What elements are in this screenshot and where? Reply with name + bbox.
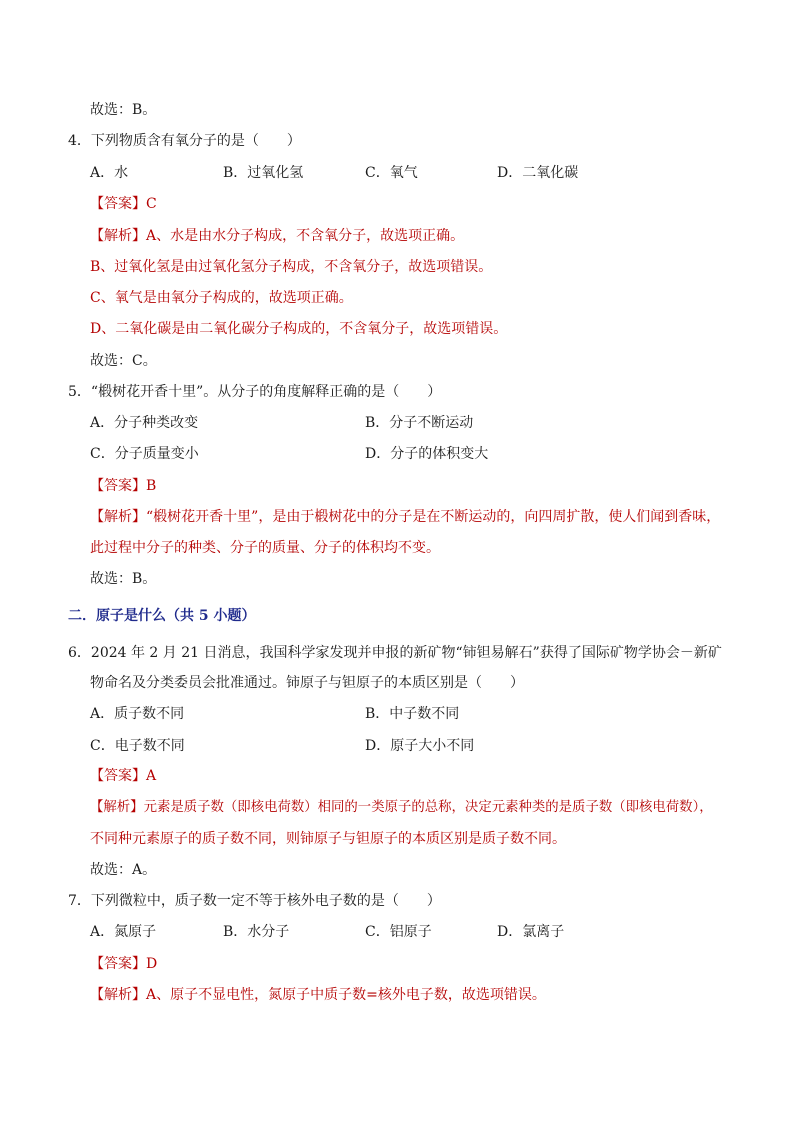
analysis-text: “椴树花开香十里”，是由于椴树花中的分子是在不断运动的，向四周扩散，使人们闻到香味， [146, 509, 721, 525]
analysis-label: 【解析】 [90, 987, 146, 1003]
q5-analysis-2: 此过程中分子的种类、分子的质量、分子的体积均不变。 [90, 540, 440, 556]
q4-analysis-4: D、二氧化碳是由二氧化碳分子构成的，不含氧分子，故选项错误。 [90, 321, 508, 337]
q5-analysis-1 [90, 507, 720, 527]
q6-conclusion: 故选：A。 [90, 862, 157, 878]
answer-value: D [146, 956, 158, 972]
q7-question: 7．下列微粒中，质子数一定不等于核外电子数的是（ ） [68, 893, 441, 909]
q7-option-a: A．氮原子 [90, 924, 157, 940]
q4-option-c: C．氧气 [365, 165, 418, 181]
q6-option-c: C．电子数不同 [90, 738, 185, 754]
analysis-label: 【解析】 [90, 509, 146, 525]
analysis-text: A、水是由水分子构成，不含氧分子，故选项正确。 [146, 228, 465, 244]
answer-label: 【答案】 [90, 196, 146, 212]
q5-option-a: A．分子种类改变 [90, 415, 199, 431]
q7-analysis-1 [90, 985, 546, 1005]
q7-option-b: B．水分子 [223, 924, 290, 940]
q5-option-d: D．分子的体积变大 [365, 446, 489, 462]
q6-analysis-2: 不同种元素原子的质子数不同，则铈原子与钽原子的本质区别是质子数不同。 [90, 831, 566, 847]
section-count: （共 5 小题） [166, 608, 256, 624]
q5-option-c: C．分子质量变小 [90, 446, 199, 462]
section-heading [68, 606, 256, 626]
q4-analysis-3: C、氧气是由氧分子构成的，故选项正确。 [90, 290, 353, 306]
analysis-text: 元素是质子数（即核电荷数）相同的一类原子的总称，决定元素种类的是质子数（即核电荷数）， [143, 800, 713, 815]
q6-analysis-1 [90, 798, 713, 818]
q6-option-b: B．中子数不同 [365, 706, 460, 722]
q4-analysis-1 [90, 226, 464, 246]
q5-answer [90, 476, 156, 496]
q4-answer [90, 194, 157, 214]
q4-option-b: B．过氧化氢 [223, 165, 304, 181]
answer-label: 【答案】 [90, 478, 146, 494]
q3-conclusion: 故选：B。 [90, 102, 157, 118]
q4-option-a: A．水 [90, 165, 129, 181]
q4-analysis-2: B、过氧化氢是由过氧化氢分子构成，不含氧分子，故选项错误。 [90, 259, 493, 275]
answer-label: 【答案】 [90, 956, 146, 972]
q6-answer [90, 766, 156, 786]
answer-value: B [146, 478, 157, 494]
q4-question: 4．下列物质含有氧分子的是（ ） [68, 133, 301, 149]
answer-label: 【答案】 [90, 768, 146, 784]
q4-conclusion: 故选：C。 [90, 353, 157, 369]
q7-answer [90, 954, 157, 974]
analysis-text: A、原子不显电性，氮原子中质子数=核外电子数，故选项错误。 [146, 987, 546, 1003]
section-title: 二．原子是什么 [68, 608, 166, 624]
q6-question-2: 物命名及分类委员会批准通过。铈原子与钽原子的本质区别是（ ） [90, 675, 524, 691]
answer-value: C [146, 196, 157, 212]
answer-value: A [146, 768, 157, 784]
q6-option-d: D．原子大小不同 [365, 738, 475, 754]
q5-conclusion: 故选：B。 [90, 571, 157, 587]
q5-option-b: B．分子不断运动 [365, 415, 474, 431]
analysis-label: 【解析】 [90, 228, 146, 244]
q4-option-d: D．二氧化碳 [497, 165, 579, 181]
q7-option-d: D．氯离子 [497, 924, 565, 940]
q5-question: 5．“椴树花开香十里”。从分子的角度解释正确的是（ ） [68, 384, 442, 400]
q7-option-c: C．铝原子 [365, 924, 432, 940]
analysis-label: 【解析】 [90, 800, 144, 815]
q6-question-1: 6．2024 年 2 月 21 日消息，我国科学家发现并申报的新矿物“铈钽易解石”获得了国际矿物学协会－新矿 [68, 645, 722, 661]
q6-option-a: A．质子数不同 [90, 706, 185, 722]
